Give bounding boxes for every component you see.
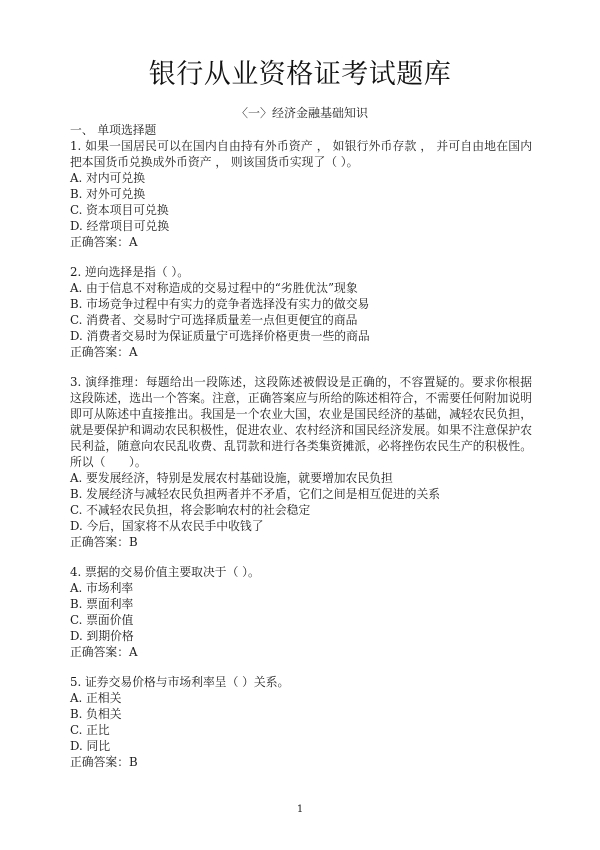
question-4 bbox=[70, 564, 532, 660]
option-d: D. 今后，国家将不从农民手中收钱了 bbox=[70, 519, 264, 533]
option-a: A. 对内可兑换 bbox=[70, 171, 146, 185]
correct-answer: 正确答案：A bbox=[70, 235, 138, 249]
question-stem-line: 这段陈述，选出一个答案。注意，正确答案应与所给的陈述相符合，不需要任何附加说明 bbox=[70, 391, 532, 405]
question-1 bbox=[70, 138, 532, 250]
option-b: B. 发展经济与减轻农民负担两者并不矛盾，它们之间是相互促进的关系 bbox=[70, 487, 441, 501]
question-5 bbox=[70, 674, 532, 770]
question-list bbox=[70, 122, 532, 770]
option-d: D. 到期价格 bbox=[70, 629, 134, 643]
chapter-subtitle: 〈一〉经济金融基础知识 bbox=[235, 106, 368, 120]
option-c: C. 消费者、交易时宁可选择质量差一点但更便宜的商品 bbox=[70, 313, 358, 327]
option-b: B. 票面利率 bbox=[70, 597, 134, 611]
question-stem-line: 4. 票据的交易价值主要取决于（ ）。 bbox=[70, 565, 260, 579]
question-stem-line: 即可从陈述中直接推出。我国是一个农业大国，农业是国民经济的基础，减轻农民负担， bbox=[70, 407, 532, 421]
option-c: C. 正比 bbox=[70, 723, 110, 737]
section-heading: 一、 单项选择题 bbox=[70, 123, 157, 137]
question-stem-line: 1. 如果一国居民可以在国内自由持有外币资产 ， 如银行外币存款 ， 并可自由地在国内 bbox=[70, 139, 532, 153]
question-stem-line: 就是要保护和调动农民积极性，促进农业、农村经济和国民经济发展。如果不注意保护农 bbox=[70, 423, 532, 437]
option-a: A. 市场利率 bbox=[70, 581, 134, 595]
question-stem-line: 3. 演绎推理：每题给出一段陈述，这段陈述被假设是正确的，不容置疑的。要求你根据 bbox=[70, 375, 532, 389]
question-2 bbox=[70, 264, 532, 360]
question-stem-line: 民利益，随意向农民乱收费、乱罚款和进行各类集资摊派，必将挫伤农民生产的积极性。 bbox=[70, 439, 532, 453]
question-3 bbox=[70, 374, 532, 550]
question-stem-line: 5. 证券交易价格与市场利率呈（ ）关系。 bbox=[70, 675, 290, 689]
option-a: A. 正相关 bbox=[70, 691, 122, 705]
question-stem-line: 所以（ ）。 bbox=[70, 455, 147, 469]
option-b: B. 对外可兑换 bbox=[70, 187, 146, 201]
document-title: 银行从业资格证考试题库 bbox=[148, 59, 452, 90]
option-d: D. 消费者交易时为保证质量宁可选择价格更贵一些的商品 bbox=[70, 329, 370, 343]
option-a: A. 由于信息不对称造成的交易过程中的“劣胜优汰”现象 bbox=[70, 281, 358, 295]
option-c: C. 票面价值 bbox=[70, 613, 134, 627]
correct-answer: 正确答案：B bbox=[70, 535, 138, 549]
question-stem-line: 把本国货币兑换成外币资产 ， 则该国货币实现了（ ）。 bbox=[70, 155, 359, 169]
page-number: 1 bbox=[296, 804, 304, 815]
option-c: C. 资本项目可兑换 bbox=[70, 203, 169, 217]
option-a: A. 要发展经济，特别是发展农村基础设施，就要增加农民负担 bbox=[70, 471, 393, 485]
option-d: D. 经常项目可兑换 bbox=[70, 219, 170, 233]
option-d: D. 同比 bbox=[70, 739, 111, 753]
correct-answer: 正确答案：A bbox=[70, 645, 138, 659]
option-c: C. 不减轻农民负担，将会影响农村的社会稳定 bbox=[70, 503, 311, 517]
correct-answer: 正确答案：B bbox=[70, 755, 138, 769]
option-b: B. 市场竞争过程中有实力的竞争者选择没有实力的做交易 bbox=[70, 297, 370, 311]
question-stem-line: 2. 逆向选择是指（ ）。 bbox=[70, 265, 190, 279]
option-b: B. 负相关 bbox=[70, 707, 122, 721]
correct-answer: 正确答案：A bbox=[70, 345, 138, 359]
